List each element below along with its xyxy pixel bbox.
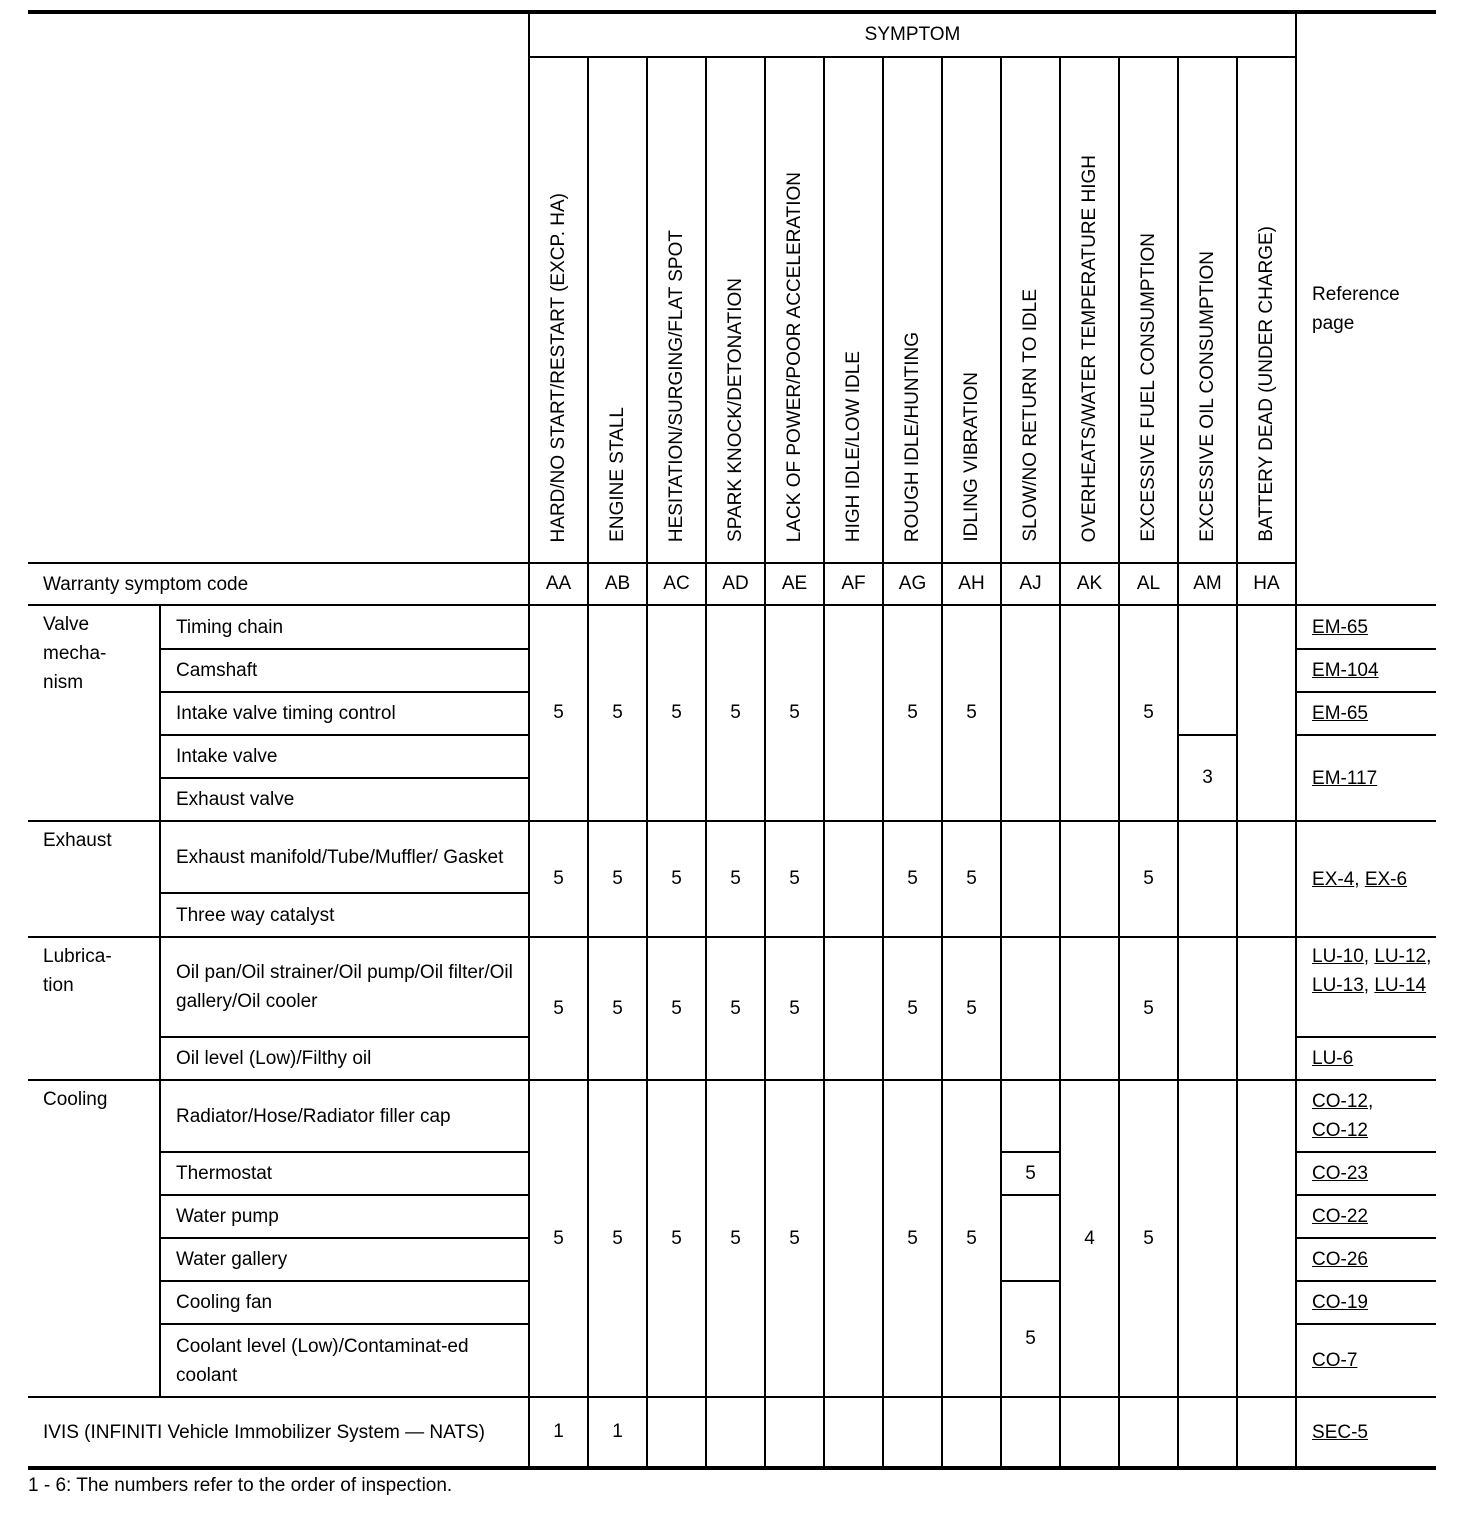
group-label: Valve mecha-nism bbox=[43, 614, 107, 693]
warranty-code: AE bbox=[765, 563, 824, 605]
footnote: 1 - 6: The numbers refer to the order of inspection. bbox=[28, 1475, 453, 1496]
value-cell bbox=[706, 1397, 765, 1468]
value-cell: 5 bbox=[883, 1080, 942, 1397]
value-cell bbox=[1178, 937, 1237, 1080]
value-cell: 5 bbox=[765, 1080, 824, 1397]
reference-cell: LU-10, LU-12, LU-13, LU-14 bbox=[1296, 937, 1436, 1037]
value-cell: 5 bbox=[588, 821, 647, 937]
reference-cell bbox=[1296, 1281, 1436, 1324]
value-cell: 5 bbox=[647, 937, 706, 1080]
value-cell: 5 bbox=[706, 937, 765, 1080]
symptom-label: ROUGH IDLE/HUNTING bbox=[901, 331, 923, 542]
value-cell bbox=[765, 1397, 824, 1468]
reference-cell bbox=[1296, 649, 1436, 692]
value-cell bbox=[824, 605, 883, 821]
reference-link[interactable]: CO-12 bbox=[1312, 1120, 1368, 1141]
symptom-col-header bbox=[824, 57, 883, 563]
value-cell: 5 bbox=[588, 1080, 647, 1397]
reference-link[interactable]: CO-12 bbox=[1312, 1091, 1368, 1112]
symptom-col-header bbox=[1178, 57, 1237, 563]
warranty-code: AM bbox=[1178, 563, 1237, 605]
value-cell: 5 bbox=[706, 605, 765, 821]
value-cell: 5 bbox=[706, 821, 765, 937]
value-cell: 5 bbox=[1001, 1281, 1060, 1397]
value-cell: 5 bbox=[942, 937, 1001, 1080]
symptom-label: SLOW/NO RETURN TO IDLE bbox=[1019, 289, 1041, 542]
value-cell bbox=[647, 1397, 706, 1468]
value-cell bbox=[883, 1397, 942, 1468]
value-cell: 5 bbox=[883, 605, 942, 821]
value-cell: 5 bbox=[765, 821, 824, 937]
symptom-label: BATTERY DEAD (UNDER CHARGE) bbox=[1255, 226, 1277, 542]
item-oil-level: Oil level (Low)/Filthy oil bbox=[160, 1037, 529, 1080]
symptom-label: EXCESSIVE FUEL CONSUMPTION bbox=[1137, 233, 1159, 542]
blank-corner-cell bbox=[28, 12, 529, 563]
item-thermostat: Thermostat bbox=[160, 1152, 529, 1195]
symptom-col-header bbox=[588, 57, 647, 563]
symptom-header: SYMPTOM bbox=[529, 12, 1296, 57]
item-exhaust-valve: Exhaust valve bbox=[160, 778, 529, 821]
group-label: Lubrica-tion bbox=[43, 946, 112, 996]
warranty-code: AF bbox=[824, 563, 883, 605]
symptom-col-header bbox=[1119, 57, 1178, 563]
symptom-label: ENGINE STALL bbox=[606, 407, 628, 542]
reference-cell: CO-12, CO-12 bbox=[1296, 1080, 1436, 1152]
reference-cell bbox=[1296, 1324, 1436, 1397]
value-cell: 5 bbox=[647, 1080, 706, 1397]
value-cell: 5 bbox=[942, 821, 1001, 937]
reference-link[interactable]: LU-13 bbox=[1312, 975, 1364, 996]
group-valve-mechanism bbox=[28, 605, 160, 821]
item-water-gallery: Water gallery bbox=[160, 1238, 529, 1281]
value-cell bbox=[1001, 937, 1060, 1080]
value-cell: 5 bbox=[647, 821, 706, 937]
warranty-code: AD bbox=[706, 563, 765, 605]
value-cell bbox=[1060, 821, 1119, 937]
value-cell bbox=[1237, 821, 1296, 937]
reference-link[interactable]: EM-117 bbox=[1312, 767, 1378, 789]
reference-link[interactable]: LU-12 bbox=[1374, 946, 1427, 967]
reference-page-header bbox=[1296, 12, 1436, 605]
value-cell: 5 bbox=[706, 1080, 765, 1397]
value-cell: 5 bbox=[942, 605, 1001, 821]
reference-cell bbox=[1296, 692, 1436, 735]
value-cell: 5 bbox=[1119, 821, 1178, 937]
item-timing-chain: Timing chain bbox=[160, 605, 529, 649]
symptom-col-header bbox=[883, 57, 942, 563]
value-cell: 5 bbox=[529, 821, 588, 937]
value-cell: 4 bbox=[1060, 1080, 1119, 1397]
warranty-code: HA bbox=[1237, 563, 1296, 605]
reference-link[interactable]: EX-4 bbox=[1312, 868, 1355, 890]
symptom-label: HARD/NO START/RESTART (EXCP. HA) bbox=[547, 192, 569, 542]
symptom-col-header bbox=[765, 57, 824, 563]
warranty-code: AA bbox=[529, 563, 588, 605]
value-cell bbox=[1060, 1397, 1119, 1468]
reference-link[interactable]: EX-6 bbox=[1364, 868, 1408, 890]
item-cooling-fan: Cooling fan bbox=[160, 1281, 529, 1324]
reference-link[interactable]: EM-65 bbox=[1312, 703, 1368, 724]
value-cell bbox=[1001, 1080, 1060, 1152]
value-cell: 5 bbox=[647, 605, 706, 821]
value-cell: 1 bbox=[529, 1397, 588, 1468]
symptom-col-header bbox=[1001, 57, 1060, 563]
reference-link[interactable]: SEC-5 bbox=[1312, 1421, 1368, 1443]
symptom-label: EXCESSIVE OIL CONSUMPTION bbox=[1196, 251, 1218, 542]
value-cell bbox=[1178, 1397, 1237, 1468]
value-cell bbox=[1237, 1080, 1296, 1397]
value-cell: 5 bbox=[529, 1080, 588, 1397]
reference-link[interactable]: LU-10 bbox=[1312, 946, 1364, 967]
value-cell bbox=[824, 937, 883, 1080]
value-cell bbox=[1001, 605, 1060, 821]
symptom-label: OVERHEATS/WATER TEMPERATURE HIGH bbox=[1078, 154, 1100, 542]
value-cell: 5 bbox=[883, 937, 942, 1080]
item-intake-valve: Intake valve bbox=[160, 735, 529, 778]
reference-link[interactable]: EM-104 bbox=[1312, 660, 1379, 681]
symptom-col-header bbox=[529, 57, 588, 563]
value-cell bbox=[1237, 605, 1296, 821]
symptom-col-header bbox=[647, 57, 706, 563]
warranty-code: AC bbox=[647, 563, 706, 605]
value-cell bbox=[1237, 937, 1296, 1080]
item-intake-valve-timing-control: Intake valve timing control bbox=[160, 692, 529, 735]
reference-cell: EX-4, EX-6 bbox=[1296, 821, 1436, 937]
reference-cell bbox=[1296, 1152, 1436, 1195]
value-cell bbox=[1001, 821, 1060, 937]
reference-page-label: Reference page bbox=[1312, 284, 1400, 334]
symptom-col-header bbox=[942, 57, 1001, 563]
value-cell: 5 bbox=[529, 605, 588, 821]
reference-link[interactable]: LU-14 bbox=[1374, 975, 1427, 996]
value-cell: 5 bbox=[883, 821, 942, 937]
reference-cell bbox=[1296, 1397, 1436, 1468]
value-cell: 1 bbox=[588, 1397, 647, 1468]
symptom-matrix-table bbox=[28, 10, 1436, 1470]
reference-cell bbox=[1296, 1037, 1436, 1080]
group-cooling: Cooling bbox=[28, 1080, 160, 1397]
reference-link[interactable]: LU-6 bbox=[1312, 1048, 1354, 1069]
item-water-pump: Water pump bbox=[160, 1195, 529, 1238]
warranty-code-label: Warranty symptom code bbox=[28, 563, 529, 605]
symptom-col-header bbox=[1237, 57, 1296, 563]
value-cell: 5 bbox=[1119, 605, 1178, 821]
group-exhaust: Exhaust bbox=[28, 821, 160, 937]
symptom-col-header bbox=[1060, 57, 1119, 563]
reference-cell bbox=[1296, 605, 1436, 649]
value-cell: 5 bbox=[765, 937, 824, 1080]
item-camshaft: Camshaft bbox=[160, 649, 529, 692]
value-cell: 5 bbox=[588, 937, 647, 1080]
value-cell bbox=[824, 821, 883, 937]
warranty-code: AB bbox=[588, 563, 647, 605]
warranty-code: AK bbox=[1060, 563, 1119, 605]
reference-cell bbox=[1296, 1238, 1436, 1281]
reference-link[interactable]: CO-23 bbox=[1312, 1163, 1368, 1184]
value-cell bbox=[1001, 1195, 1060, 1281]
value-cell: 5 bbox=[1001, 1152, 1060, 1195]
symptom-col-header bbox=[706, 57, 765, 563]
symptom-label: HIGH IDLE/LOW IDLE bbox=[842, 350, 864, 542]
value-cell bbox=[942, 1397, 1001, 1468]
reference-cell bbox=[1296, 1195, 1436, 1238]
symptom-label: HESITATION/SURGING/FLAT SPOT bbox=[665, 229, 687, 542]
reference-link[interactable]: EM-65 bbox=[1312, 616, 1368, 638]
value-cell bbox=[824, 1397, 883, 1468]
item-exhaust-manifold: Exhaust manifold/Tube/Muffler/ Gasket bbox=[160, 821, 529, 893]
value-cell: 3 bbox=[1178, 735, 1237, 821]
value-cell: 5 bbox=[1119, 937, 1178, 1080]
value-cell bbox=[1001, 1397, 1060, 1468]
value-cell bbox=[1237, 1397, 1296, 1468]
reference-cell bbox=[1296, 735, 1436, 821]
warranty-code: AH bbox=[942, 563, 1001, 605]
value-cell bbox=[1178, 821, 1237, 937]
group-lubrication bbox=[28, 937, 160, 1080]
value-cell bbox=[1119, 1397, 1178, 1468]
warranty-code: AG bbox=[883, 563, 942, 605]
symptom-label: LACK OF POWER/POOR ACCELERATION bbox=[783, 171, 805, 542]
item-radiator: Radiator/Hose/Radiator filler cap bbox=[160, 1080, 529, 1152]
item-oil-pan: Oil pan/Oil strainer/Oil pump/Oil filter/Oil gallery/Oil cooler bbox=[160, 937, 529, 1037]
value-cell bbox=[824, 1080, 883, 1397]
symptom-label: IDLING VIBRATION bbox=[960, 372, 982, 542]
value-cell: 5 bbox=[529, 937, 588, 1080]
item-ivis: IVIS (INFINITI Vehicle Immobilizer System — NATS) bbox=[28, 1397, 529, 1468]
value-cell: 5 bbox=[1119, 1080, 1178, 1397]
reference-link[interactable]: CO-26 bbox=[1312, 1249, 1368, 1270]
reference-link[interactable]: CO-7 bbox=[1312, 1350, 1358, 1371]
item-three-way-catalyst: Three way catalyst bbox=[160, 893, 529, 937]
symptom-label: SPARK KNOCK/DETONATION bbox=[724, 278, 746, 542]
value-cell bbox=[1060, 937, 1119, 1080]
warranty-code: AL bbox=[1119, 563, 1178, 605]
value-cell: 5 bbox=[588, 605, 647, 821]
value-cell: 5 bbox=[942, 1080, 1001, 1397]
warranty-code: AJ bbox=[1001, 563, 1060, 605]
value-cell: 5 bbox=[765, 605, 824, 821]
reference-link[interactable]: CO-22 bbox=[1312, 1206, 1368, 1227]
reference-link[interactable]: CO-19 bbox=[1312, 1292, 1368, 1313]
value-cell bbox=[1178, 1080, 1237, 1397]
value-cell bbox=[1060, 605, 1119, 821]
item-coolant-level: Coolant level (Low)/Contaminat-ed coolant bbox=[160, 1324, 529, 1397]
value-cell bbox=[1178, 605, 1237, 735]
